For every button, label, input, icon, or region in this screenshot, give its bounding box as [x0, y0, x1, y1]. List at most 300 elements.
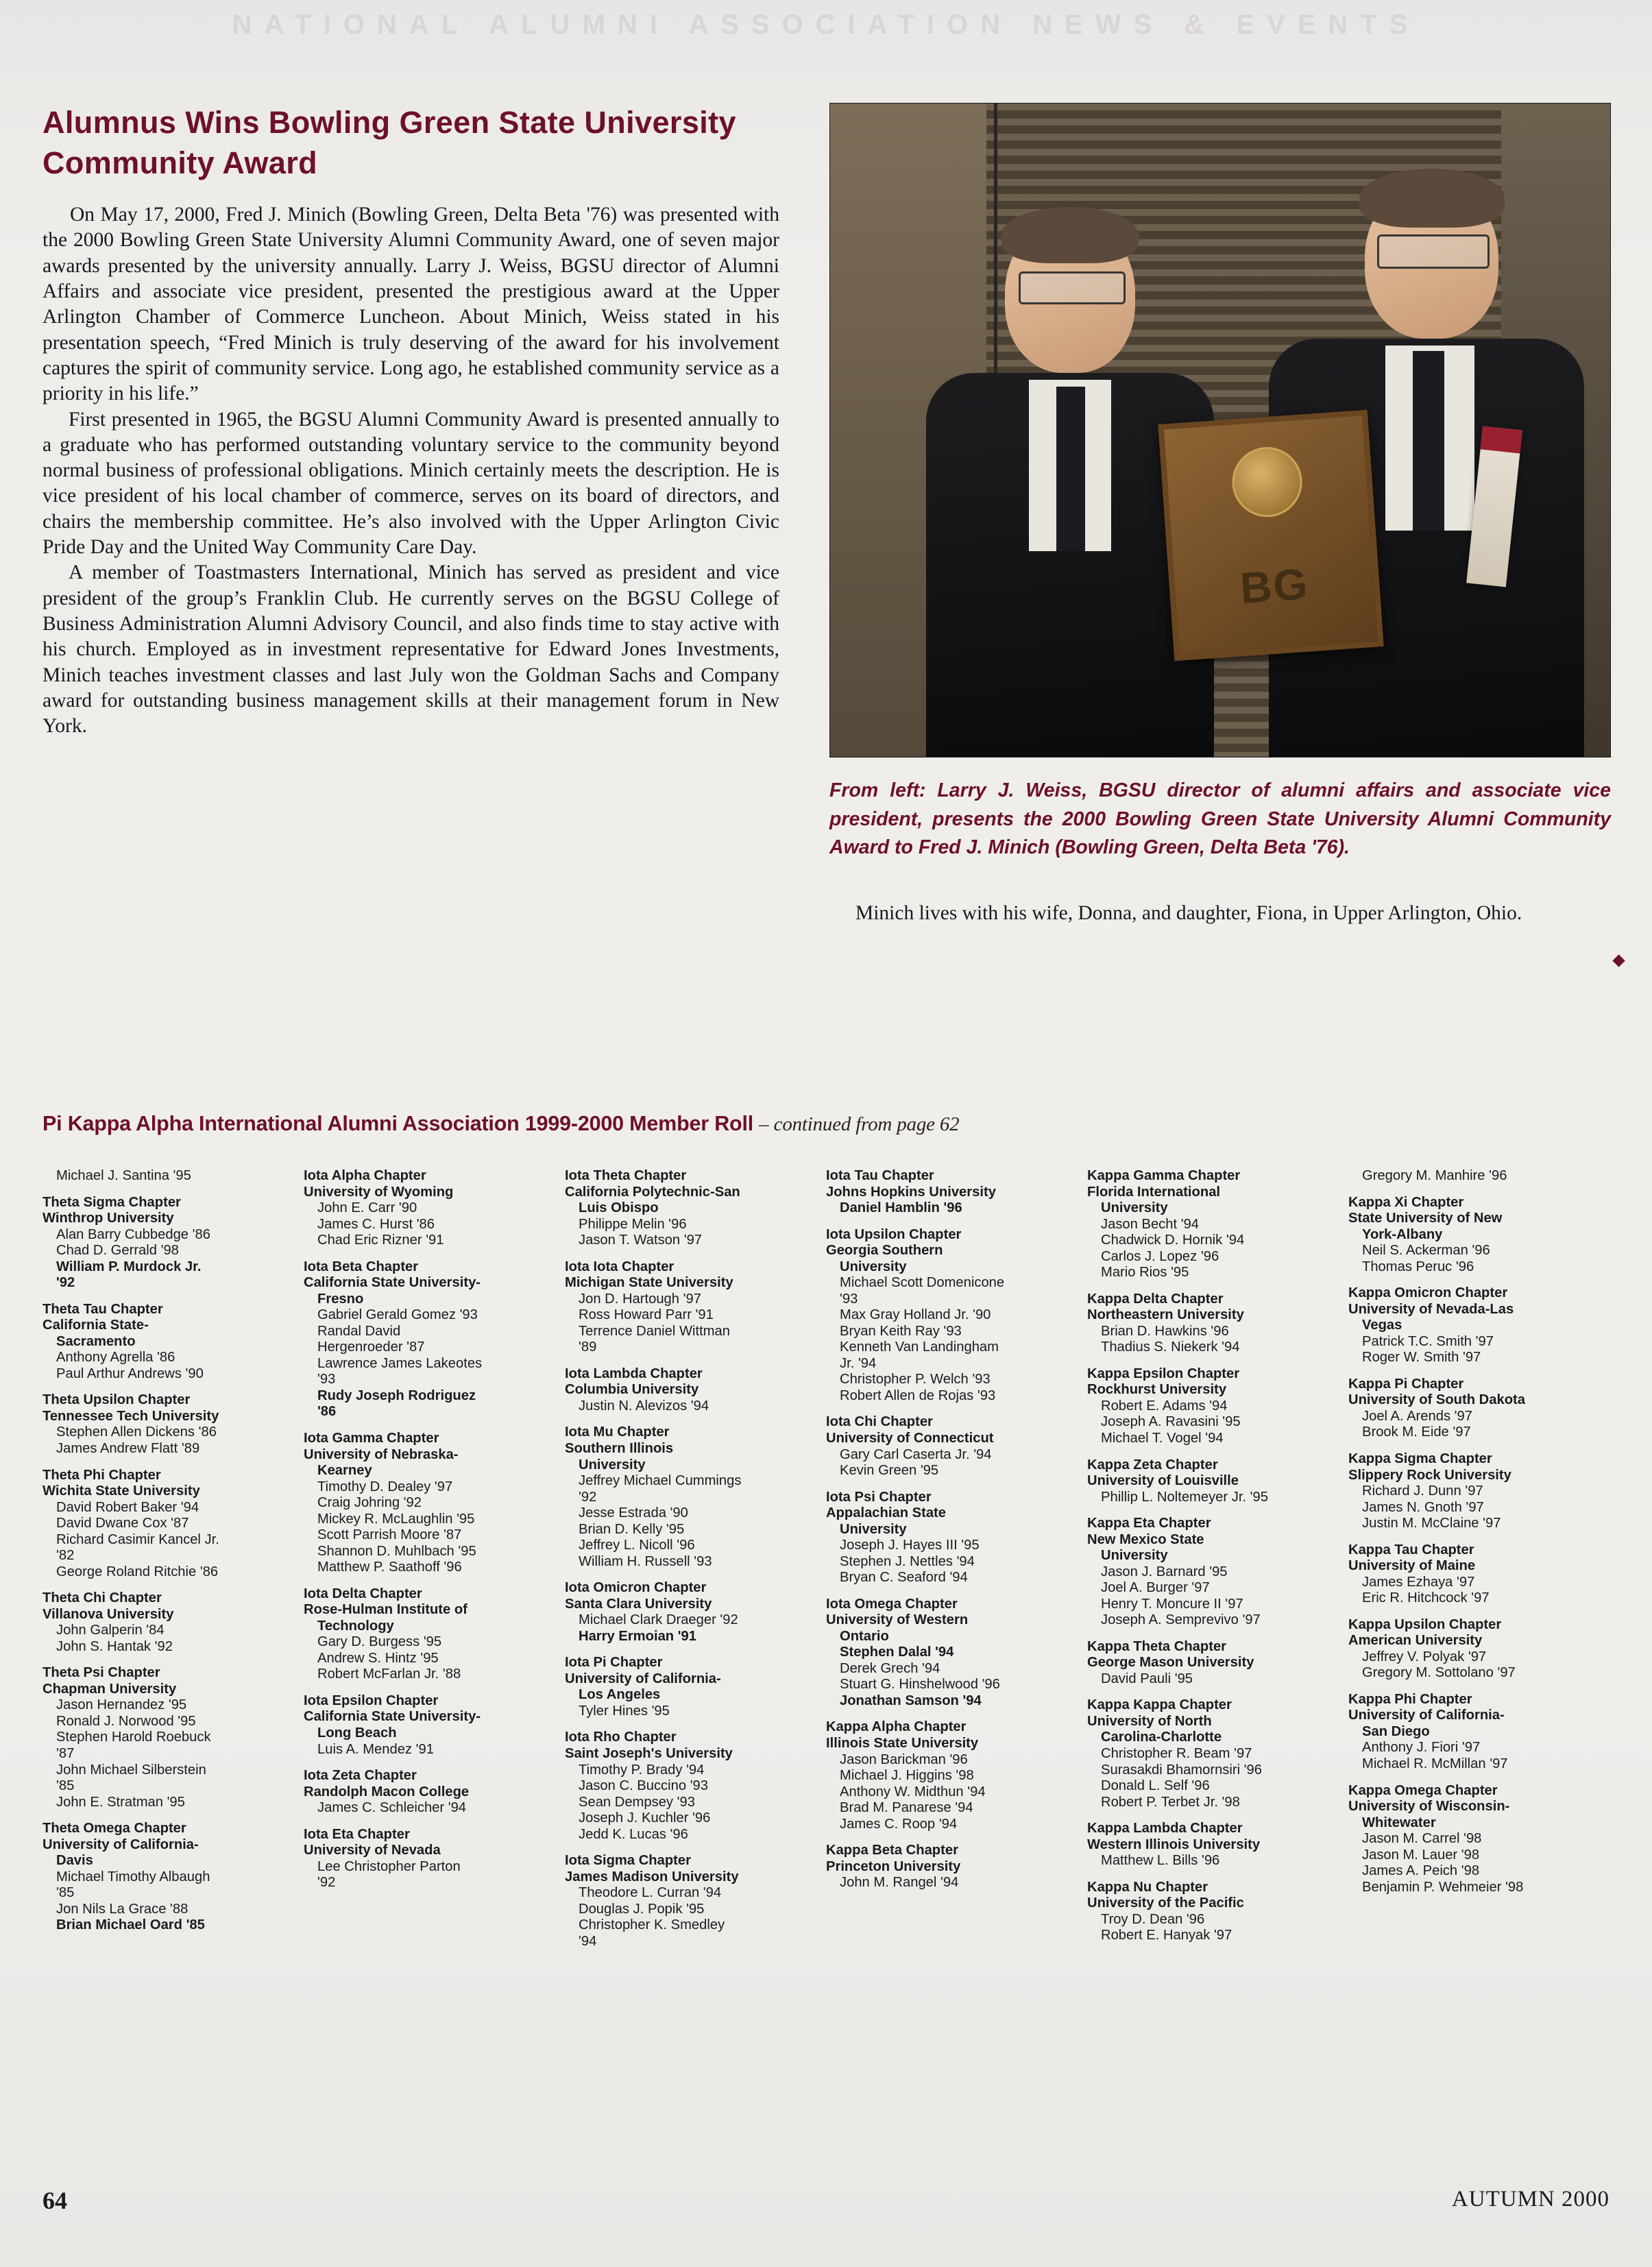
page-number: 64 [42, 2187, 67, 2214]
roll-chapter-heading [826, 1597, 1080, 1645]
roll-member: Richard J. Dunn '97 [1362, 1483, 1483, 1499]
award-presentation-photo [829, 103, 1611, 757]
roll-member: Jason M. Lauer '98 [1362, 1847, 1480, 1863]
roll-chapter-school-cont: University [1101, 1200, 1168, 1216]
roll-chapter-school-cont: Technology [317, 1618, 394, 1634]
roll-chapter-heading [1348, 1617, 1603, 1649]
roll-chapter-name: Iota Eta Chapter [304, 1826, 410, 1842]
roll-member: Brad M. Panarese '94 [840, 1800, 973, 1816]
roll-chapter-heading [1348, 1692, 1603, 1741]
roll-member-cont: Jr. '94 [840, 1355, 877, 1371]
roll-member: Craig Johring '92 [317, 1495, 422, 1511]
roll-member: Christopher P. Welch '93 [840, 1372, 991, 1387]
member-roll-title-text: Pi Kappa Alpha International Alumni Association 1999-2000 Member Roll [42, 1112, 754, 1135]
roll-chapter-school: California State University- [304, 1709, 481, 1725]
roll-chapter-school: University of Wisconsin- [1348, 1799, 1510, 1815]
roll-member-cont: '82 [56, 1548, 75, 1564]
roll-chapter-heading [304, 1768, 558, 1800]
article-paragraph-3: A member of Toastmasters International, Minich has served as president and vice president of the group’s Franklin Club. He currently serves on the BGSU College of Business Administration Alumni Advisory Council, and also finds time to stay active with his church. Employed as in investment representative for Edward Jones Investments, Minich teaches investment classes and last July won the Goldman Sachs and Company award for outstanding business management skills at their management forum in New York. [42, 561, 779, 738]
roll-chapter-name: Kappa Omega Chapter [1348, 1782, 1498, 1798]
roll-member: Timothy P. Brady '94 [579, 1762, 705, 1778]
roll-chapter-school: Northeastern University [1087, 1307, 1244, 1323]
roll-chapter-name: Iota Pi Chapter [565, 1655, 663, 1671]
roll-member-cont: '92 [56, 1275, 75, 1291]
roll-member-cont: '85 [56, 1778, 75, 1794]
roll-chapter-name: Iota Lambda Chapter [565, 1366, 703, 1381]
roll-member: Robert Allen de Rojas '93 [840, 1387, 996, 1403]
roll-member: David Robert Baker '94 [56, 1499, 199, 1515]
roll-member: Robert E. Hanyak '97 [1101, 1928, 1232, 1943]
roll-chapter-school: Rose-Hulman Institute of [304, 1602, 467, 1618]
roll-member: Jason Becht '94 [1101, 1216, 1200, 1232]
roll-chapter-name: Kappa Omicron Chapter [1348, 1285, 1508, 1301]
roll-member: Douglas J. Popik '95 [579, 1901, 705, 1917]
roll-member: Brian D. Hawkins '96 [1101, 1323, 1229, 1339]
roll-chapter-name: Kappa Pi Chapter [1348, 1376, 1464, 1392]
roll-member: John E. Carr '90 [317, 1200, 417, 1216]
roll-member: Kevin Green '95 [840, 1463, 939, 1479]
roll-member: Jason C. Buccino '93 [579, 1778, 709, 1794]
roll-chapter-name: Theta Sigma Chapter [42, 1194, 181, 1210]
roll-member: Bryan Keith Ray '93 [840, 1323, 962, 1339]
roll-chapter-name: Kappa Delta Chapter [1087, 1291, 1224, 1307]
roll-member: Chadwick D. Hornik '94 [1101, 1233, 1245, 1248]
roll-member: Justin M. McClaine '97 [1362, 1516, 1501, 1531]
roll-member-cont: '89 [579, 1339, 597, 1355]
roll-chapter-heading [1348, 1783, 1603, 1832]
roll-member: Gabriel Gerald Gomez '93 [317, 1307, 478, 1323]
roll-chapter-school: Randolph Macon College [304, 1784, 470, 1799]
roll-member: Paul Arthur Andrews '90 [56, 1366, 204, 1381]
roll-chapter-name: Iota Delta Chapter [304, 1586, 422, 1601]
roll-member: Michael R. McMillan '97 [1362, 1756, 1508, 1771]
roll-member: William P. Murdock Jr. '92 [42, 1259, 297, 1292]
roll-chapter-name: Theta Tau Chapter [42, 1301, 163, 1317]
roll-chapter-heading [1087, 1697, 1341, 1746]
roll-chapter-school-cont: University [840, 1259, 907, 1274]
roll-chapter-school-cont: York-Albany [1362, 1226, 1443, 1242]
roll-chapter-school-cont: Fresno [317, 1291, 364, 1307]
roll-member: Michael J. Santina '95 [56, 1168, 191, 1183]
roll-chapter-name: Kappa Tau Chapter [1348, 1542, 1474, 1557]
roll-chapter-school: University of Louisville [1087, 1473, 1239, 1489]
roll-chapter-school: California State University- [304, 1275, 481, 1291]
roll-member: Michael Clark Draeger '92 [579, 1612, 738, 1628]
roll-member: Gary D. Burgess '95 [317, 1634, 442, 1650]
roll-member: Robert P. Terbet Jr. '98 [1101, 1794, 1240, 1810]
roll-member: Timothy D. Dealey '97 [317, 1479, 453, 1494]
roll-chapter-school-cont: Whitewater [1362, 1815, 1436, 1830]
roll-chapter-school: University of Wyoming [304, 1184, 454, 1200]
roll-chapter-school: Illinois State University [826, 1736, 979, 1751]
roll-member: Brian Michael Oard '85 [56, 1917, 205, 1933]
roll-member: James Andrew Flatt '89 [56, 1440, 200, 1456]
roll-member: Stephen Allen Dickens '86 [56, 1425, 217, 1440]
roll-member: Anthony W. Midthun '94 [840, 1784, 986, 1799]
roll-member: Christopher K. Smedley '94 [565, 1917, 819, 1950]
roll-member: Christopher R. Beam '97 [1101, 1746, 1252, 1761]
roll-chapter-heading [1087, 1366, 1341, 1398]
roll-chapter-school-cont: Kearney [317, 1463, 372, 1479]
roll-member: Stephen J. Nettles '94 [840, 1553, 975, 1569]
roll-member: Jeffrey Michael Cummings '92 [565, 1473, 819, 1505]
roll-member-cont: Hergenroeder '87 [317, 1339, 425, 1355]
roll-column [565, 1168, 826, 1950]
roll-member: Joel A. Arends '97 [1362, 1408, 1472, 1424]
roll-chapter-name: Iota Zeta Chapter [304, 1768, 417, 1784]
roll-member: Roger W. Smith '97 [1362, 1350, 1481, 1366]
roll-chapter-name: Iota Omicron Chapter [565, 1580, 707, 1596]
roll-chapter-school: Tennessee Tech University [42, 1408, 219, 1424]
article-paragraph-1: On May 17, 2000, Fred J. Minich (Bowling Green, Delta Beta '76) was presented with the 2000 Bowling Green State University Alumni Community Award, one of seven major awards presented by the university annually. Larry J. Weiss, BGSU director of Alumni Affairs and associate vice president, presented the prestigious award at the Upper Arlington Chamber of Commerce Luncheon. About Minich, Weiss stated in his presentation speech, “Fred Minich is truly deserving of the award for his involvement captures the spirit of community service. Long ago, he established community service as a priority in his life.” [42, 204, 779, 405]
roll-chapter-school-cont: Davis [56, 1853, 93, 1869]
roll-member: Brian D. Kelly '95 [579, 1521, 685, 1537]
roll-member: Shannon D. Muhlbach '95 [317, 1543, 476, 1559]
roll-chapter-school: University of Maine [1348, 1558, 1476, 1574]
roll-chapter-name: Kappa Theta Chapter [1087, 1638, 1227, 1654]
roll-chapter-heading [1348, 1377, 1603, 1409]
roll-member: Chad D. Gerrald '98 [56, 1243, 179, 1259]
roll-member: Matthew L. Bills '96 [1101, 1853, 1220, 1869]
roll-chapter-heading [304, 1259, 558, 1308]
roll-member: Brook M. Eide '97 [1362, 1425, 1471, 1440]
roll-member: Gregory M. Sottolano '97 [1362, 1665, 1516, 1681]
roll-chapter-heading [1087, 1292, 1341, 1324]
issue-label: AUTUMN 2000 [1451, 2187, 1610, 2211]
member-roll-section [42, 1112, 1612, 1949]
roll-member: Joseph A. Ravasini '95 [1101, 1414, 1241, 1430]
roll-chapter-heading [1087, 1639, 1341, 1671]
roll-member: Luis A. Mendez '91 [317, 1741, 434, 1757]
roll-chapter-name: Iota Tau Chapter [826, 1168, 934, 1183]
roll-member-cont: '93 [840, 1291, 858, 1307]
roll-chapter-school: University of California- [42, 1836, 199, 1852]
roll-chapter-name: Theta Phi Chapter [42, 1467, 161, 1483]
roll-chapter-heading [826, 1490, 1080, 1538]
roll-member: Tyler Hines '95 [579, 1703, 670, 1719]
roll-member: Robert E. Adams '94 [1101, 1398, 1228, 1414]
article-paragraph-2: First presented in 1965, the BGSU Alumni Community Award is presented annually to a graduate who has performed outstanding voluntary service to the community beyond normal business of professional obligations. Minich certainly meets the description. He is vice president of his local chamber of commerce, serves on its board of directors, and chairs the membership committee. He’s also involved with the Upper Arlington Civic Pride Day and the United Way Community Care Day. [42, 408, 779, 559]
roll-member: Robert McFarlan Jr. '88 [317, 1666, 461, 1682]
roll-chapter-school: University of Nebraska- [304, 1446, 459, 1462]
roll-chapter-school: University of Nevada [304, 1843, 441, 1858]
roll-member-cont: '92 [317, 1875, 336, 1891]
roll-member: Richard Casimir Kancel Jr. '82 [42, 1532, 297, 1564]
roll-member: Matthew P. Saathoff '96 [317, 1560, 462, 1575]
roll-chapter-school: Southern Illinois [565, 1440, 674, 1456]
roll-member: John Galperin '84 [56, 1623, 165, 1638]
roll-column [1348, 1168, 1610, 1950]
roll-member: Joseph A. Semprevivo '97 [1101, 1612, 1261, 1628]
roll-chapter-name: Theta Omega Chapter [42, 1821, 186, 1836]
roll-chapter-school: Georgia Southern [826, 1243, 943, 1259]
roll-chapter-name: Kappa Eta Chapter [1087, 1516, 1211, 1531]
roll-member-cont: '87 [56, 1746, 75, 1761]
roll-chapter-heading [42, 1590, 297, 1623]
roll-member: Neil S. Ackerman '96 [1362, 1243, 1490, 1259]
roll-chapter-heading [42, 1665, 297, 1697]
roll-chapter-school-cont: San Diego [1362, 1723, 1430, 1739]
roll-member: Anthony Agrella '86 [56, 1350, 175, 1366]
roll-member: John Michael Silberstein '85 [42, 1762, 297, 1795]
roll-member: Lawrence James Lakeotes '93 [304, 1356, 558, 1388]
roll-member: Jason Hernandez '95 [56, 1697, 187, 1713]
roll-member: Michael Timothy Albaugh '85 [42, 1869, 297, 1902]
roll-chapter-school: Chapman University [42, 1681, 177, 1697]
roll-member: Jon D. Hartough '97 [579, 1291, 701, 1307]
roll-member: Stuart G. Hinshelwood '96 [840, 1677, 1000, 1693]
roll-member: Sean Dempsey '93 [579, 1794, 695, 1810]
roll-chapter-school: University of California- [565, 1671, 721, 1686]
roll-member: Jeffrey L. Nicoll '96 [579, 1538, 695, 1553]
roll-chapter-heading [826, 1227, 1080, 1276]
roll-member: Donald L. Self '96 [1101, 1778, 1210, 1794]
roll-member: James C. Schleicher '94 [317, 1800, 467, 1816]
roll-member: John E. Stratman '95 [56, 1794, 185, 1810]
roll-chapter-name: Kappa Beta Chapter [826, 1843, 958, 1858]
roll-chapter-heading [304, 1586, 558, 1635]
plaque-seal [1230, 445, 1304, 520]
roll-chapter-name: Kappa Gamma Chapter [1087, 1168, 1241, 1183]
roll-chapter-name: Iota Upsilon Chapter [826, 1226, 962, 1242]
roll-chapter-name: Iota Rho Chapter [565, 1730, 677, 1745]
roll-chapter-heading [1087, 1457, 1341, 1490]
roll-member: George Roland Ritchie '86 [56, 1564, 219, 1579]
roll-member: Mickey R. McLaughlin '95 [317, 1511, 475, 1527]
article-body-column [42, 202, 779, 740]
roll-member-cont: '85 [56, 1885, 75, 1901]
article-photo-block [829, 103, 1611, 926]
roll-chapter-school: Saint Joseph's University [565, 1746, 733, 1761]
roll-member: Gregory M. Manhire '96 [1362, 1168, 1507, 1183]
roll-member: Patrick T.C. Smith '97 [1362, 1333, 1494, 1349]
roll-member: Bryan C. Seaford '94 [840, 1570, 968, 1586]
ghost-header-band: NATIONAL ALUMNI ASSOCIATION NEWS & EVENTS [232, 10, 1420, 40]
roll-member: Gary Carl Caserta Jr. '94 [840, 1446, 992, 1462]
roll-member: Philippe Melin '96 [579, 1216, 687, 1232]
roll-chapter-heading [42, 1821, 297, 1869]
roll-chapter-school: Slippery Rock University [1348, 1467, 1511, 1483]
roll-chapter-name: Kappa Lambda Chapter [1087, 1821, 1243, 1836]
roll-chapter-school: Western Illinois University [1087, 1836, 1261, 1852]
roll-chapter-school: Johns Hopkins University [826, 1184, 996, 1200]
section-end-bullet [1612, 954, 1625, 967]
roll-chapter-school: Princeton University [826, 1858, 961, 1874]
roll-chapter-name: Kappa Kappa Chapter [1087, 1697, 1232, 1713]
roll-member: Thomas Peruc '96 [1362, 1259, 1474, 1274]
roll-chapter-name: Iota Chi Chapter [826, 1414, 933, 1430]
roll-chapter-heading [1348, 1285, 1603, 1334]
roll-chapter-heading [1348, 1451, 1603, 1483]
roll-member: Alan Barry Cubbedge '86 [56, 1226, 210, 1242]
roll-chapter-school: University of Nevada-Las [1348, 1301, 1514, 1317]
roll-member: Benjamin P. Wehmeier '98 [1362, 1879, 1524, 1895]
roll-chapter-name: Kappa Phi Chapter [1348, 1691, 1472, 1707]
roll-chapter-name: Iota Epsilon Chapter [304, 1693, 439, 1708]
roll-member: Chad Eric Rizner '91 [317, 1233, 444, 1248]
roll-member: Jason M. Carrel '98 [1362, 1831, 1482, 1847]
roll-member: Joseph J. Hayes III '95 [840, 1538, 980, 1553]
roll-member: Randal David Hergenroeder '87 [304, 1324, 558, 1356]
roll-chapter-school: James Madison University [565, 1869, 739, 1884]
roll-chapter-school: University of California- [1348, 1708, 1505, 1723]
roll-member: Jason Barickman '96 [840, 1751, 968, 1767]
roll-member: Jon Nils La Grace '88 [56, 1901, 189, 1917]
roll-chapter-heading [304, 1693, 558, 1742]
roll-chapter-name: Theta Chi Chapter [42, 1590, 162, 1606]
roll-member-cont: '94 [579, 1933, 597, 1949]
roll-chapter-school: California Polytechnic-San [565, 1184, 740, 1200]
roll-chapter-heading [1087, 1168, 1341, 1217]
roll-chapter-school: State University of New [1348, 1211, 1503, 1226]
roll-chapter-name: Iota Mu Chapter [565, 1425, 670, 1440]
roll-chapter-heading [565, 1168, 819, 1217]
roll-member: Mario Rios '95 [1101, 1265, 1189, 1281]
roll-member: Theodore L. Curran '94 [579, 1885, 722, 1901]
article-section [42, 103, 1612, 924]
roll-chapter-heading [42, 1468, 297, 1500]
roll-chapter-school-cont: University [1101, 1548, 1168, 1564]
roll-chapter-name: Kappa Nu Chapter [1087, 1879, 1208, 1895]
roll-chapter-heading [826, 1168, 1080, 1200]
roll-member: Eric R. Hitchcock '97 [1362, 1590, 1490, 1606]
roll-member: Michael T. Vogel '94 [1101, 1430, 1224, 1446]
roll-chapter-school-cont: Los Angeles [579, 1687, 661, 1703]
roll-chapter-school: American University [1348, 1633, 1483, 1649]
roll-member: John M. Rangel '94 [840, 1875, 959, 1891]
roll-member: Surasakdi Bhamornsiri '96 [1101, 1762, 1262, 1778]
roll-chapter-heading [826, 1414, 1080, 1446]
roll-chapter-name: Iota Omega Chapter [826, 1596, 958, 1612]
roll-chapter-name: Iota Theta Chapter [565, 1168, 687, 1183]
roll-member: James C. Roop '94 [840, 1816, 958, 1832]
roll-chapter-heading [304, 1168, 558, 1200]
roll-member: Joel A. Burger '97 [1101, 1580, 1210, 1596]
roll-chapter-name: Iota Alpha Chapter [304, 1168, 426, 1183]
roll-member: Harry Ermoian '91 [579, 1628, 696, 1644]
roll-member: John S. Hantak '92 [56, 1638, 173, 1654]
roll-member-cont: '92 [579, 1489, 597, 1505]
roll-member: Max Gray Holland Jr. '90 [840, 1307, 991, 1323]
roll-chapter-name: Theta Upsilon Chapter [42, 1392, 191, 1408]
roll-member: Ross Howard Parr '91 [579, 1307, 714, 1323]
article-closing-paragraph: Minich lives with his wife, Donna, and daughter, Fiona, in Upper Arlington, Ohio. [855, 901, 1522, 924]
member-roll-title [42, 1112, 1612, 1136]
roll-chapter-heading [42, 1392, 297, 1425]
roll-member: Jason J. Barnard '95 [1101, 1564, 1228, 1579]
roll-member: Phillip L. Noltemeyer Jr. '95 [1101, 1489, 1268, 1505]
roll-member: Jedd K. Lucas '96 [579, 1826, 688, 1842]
roll-chapter-school: New Mexico State [1087, 1531, 1204, 1547]
roll-member: Lee Christopher Parton '92 [304, 1859, 558, 1891]
roll-chapter-name: Iota Psi Chapter [826, 1489, 932, 1505]
roll-column [1087, 1168, 1348, 1950]
article-headline: Alumnus Wins Bowling Green State University Community Award [42, 105, 736, 180]
roll-member: Kenneth Van Landingham Jr. '94 [826, 1339, 1080, 1372]
roll-chapter-name: Kappa Upsilon Chapter [1348, 1616, 1502, 1632]
roll-member: Andrew S. Hintz '95 [317, 1650, 439, 1666]
roll-column [42, 1168, 304, 1950]
roll-chapter-heading [304, 1431, 558, 1479]
roll-chapter-heading [565, 1580, 819, 1612]
roll-chapter-heading [565, 1425, 819, 1473]
roll-member: Terrence Daniel Wittman '89 [565, 1324, 819, 1356]
roll-member: David Pauli '95 [1101, 1671, 1193, 1686]
roll-chapter-heading [826, 1719, 1080, 1751]
roll-member: Carlos J. Lopez '96 [1101, 1248, 1219, 1264]
roll-chapter-name: Iota Beta Chapter [304, 1259, 419, 1274]
roll-chapter-school: Florida International [1087, 1184, 1221, 1200]
roll-member: Derek Grech '94 [840, 1660, 940, 1676]
roll-chapter-school-cont: University [579, 1457, 646, 1472]
roll-member: Jason T. Watson '97 [579, 1233, 703, 1248]
roll-chapter-school: Columbia University [565, 1382, 699, 1398]
roll-member: Scott Parrish Moore '87 [317, 1527, 462, 1543]
roll-chapter-school: Wichita State University [42, 1483, 200, 1499]
roll-member-cont: '93 [317, 1372, 336, 1387]
award-plaque [1158, 410, 1383, 662]
roll-chapter-school-cont: Ontario [840, 1628, 889, 1644]
roll-chapter-school: University of Connecticut [826, 1430, 994, 1446]
roll-member: Thadius S. Niekerk '94 [1101, 1339, 1240, 1355]
roll-member-cont: '86 [317, 1404, 337, 1420]
roll-member: Jeffrey V. Polyak '97 [1362, 1649, 1487, 1664]
roll-column [304, 1168, 565, 1950]
roll-chapter-school: University of the Pacific [1087, 1895, 1244, 1911]
roll-chapter-name: Iota Sigma Chapter [565, 1853, 691, 1869]
roll-chapter-name: Kappa Alpha Chapter [826, 1719, 967, 1735]
roll-member: Michael Scott Domenicone '93 [826, 1275, 1080, 1307]
roll-member: James N. Gnoth '97 [1362, 1499, 1484, 1515]
roll-chapter-school: Appalachian State [826, 1505, 947, 1521]
roll-chapter-school-cont: Carolina-Charlotte [1101, 1730, 1222, 1745]
roll-chapter-school: Santa Clara University [565, 1596, 712, 1612]
roll-member: Michael J. Higgins '98 [840, 1768, 974, 1784]
roll-member: Daniel Hamblin '96 [840, 1200, 962, 1216]
roll-chapter-heading [1348, 1195, 1603, 1244]
roll-member: Troy D. Dean '96 [1101, 1911, 1205, 1927]
member-roll-continued-note: – continued from page 62 [759, 1113, 960, 1135]
roll-column [826, 1168, 1087, 1950]
roll-member: James C. Hurst '86 [317, 1216, 435, 1232]
roll-chapter-school: University of Western [826, 1612, 969, 1628]
roll-chapter-school: University of South Dakota [1348, 1392, 1525, 1408]
roll-chapter-heading [826, 1843, 1080, 1875]
photo-caption: From left: Larry J. Weiss, BGSU director of alumni affairs and associate vice president, presents the 2000 Bowling Green State University Alumni Community Award to Fred J. Minich (Bowling Green, Delta Beta '76). [829, 779, 1611, 859]
roll-chapter-school-cont: Vegas [1362, 1318, 1402, 1333]
roll-member: James Ezhaya '97 [1362, 1574, 1475, 1590]
roll-chapter-school: Villanova University [42, 1606, 174, 1622]
roll-chapter-heading [304, 1827, 558, 1859]
roll-chapter-school: Michigan State University [565, 1275, 733, 1291]
roll-member: William H. Russell '93 [579, 1553, 712, 1569]
roll-chapter-name: Theta Psi Chapter [42, 1665, 160, 1681]
roll-chapter-name: Kappa Xi Chapter [1348, 1194, 1464, 1210]
roll-chapter-school-cont: University [840, 1521, 907, 1537]
roll-chapter-school-cont: Sacramento [56, 1333, 136, 1349]
roll-chapter-name: Kappa Zeta Chapter [1087, 1457, 1218, 1472]
roll-member: James A. Peich '98 [1362, 1863, 1480, 1879]
roll-chapter-heading [565, 1730, 819, 1762]
roll-member: Henry T. Moncure II '97 [1101, 1596, 1243, 1612]
roll-chapter-school: Winthrop University [42, 1211, 174, 1226]
roll-chapter-heading [1087, 1516, 1341, 1564]
roll-chapter-name: Kappa Sigma Chapter [1348, 1451, 1492, 1466]
roll-chapter-heading [565, 1853, 819, 1885]
roll-chapter-name: Iota Gamma Chapter [304, 1430, 439, 1446]
roll-member: Stephen Dalal '94 [840, 1645, 954, 1660]
roll-chapter-heading [565, 1259, 819, 1292]
